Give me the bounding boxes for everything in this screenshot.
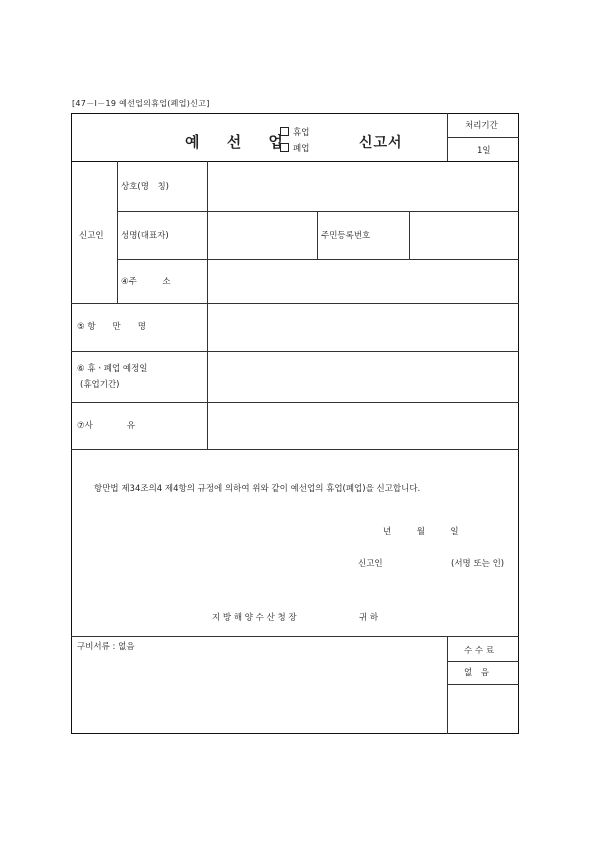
fee-line-1 — [447, 661, 519, 662]
trade-name-label: 상호(명 칭) — [121, 182, 169, 192]
form-title: 예 선 업 — [185, 133, 294, 151]
processing-divider — [447, 137, 519, 138]
processing-column-line — [447, 113, 448, 161]
documents-label: 구비서류 : 없음 — [77, 642, 135, 652]
resident-no-label: 주민등록번호 — [321, 231, 371, 241]
fee-column-line — [447, 636, 448, 734]
resident-label-left-line — [317, 211, 318, 259]
option-close-label: 폐업 — [293, 144, 310, 154]
address-field[interactable] — [208, 260, 518, 302]
reporter-section-label: 신고인 — [79, 231, 104, 241]
signature-note: (서명 또는 인) — [451, 559, 505, 569]
option-close[interactable] — [280, 142, 309, 154]
form-title-suffix: 신고서 — [359, 135, 403, 151]
recipient: 지 방 해 양 수 산 청 장 — [212, 613, 297, 623]
recipient-suffix: 귀 하 — [359, 613, 379, 623]
checkbox-icon — [280, 143, 289, 152]
fee-label: 수 수 료 — [464, 646, 495, 656]
name-label: 성명(대표자) — [121, 231, 169, 241]
address-label: ④주 소 — [121, 277, 171, 287]
reason-field[interactable] — [208, 403, 518, 448]
form-code: [47－Ⅰ－19 예선업의휴업(폐업)신고] — [72, 99, 210, 108]
trade-name-field[interactable] — [208, 162, 518, 210]
processing-value: 1일 — [477, 146, 491, 156]
applicant-label: 신고인 — [358, 559, 383, 569]
reporter-label-column-line — [117, 161, 118, 303]
planned-date-sub-label: (휴업기간) — [80, 380, 120, 390]
port-name-field[interactable] — [208, 304, 518, 350]
declaration-text: 항만법 제34조의4 제4항의 규정에 의하여 위와 같이 예선업의 휴업(폐업)을 신고합니다. — [94, 484, 421, 494]
checkbox-icon — [280, 127, 289, 136]
fee-line-2 — [447, 684, 519, 685]
date-line: 년 월 일 — [383, 527, 459, 537]
processing-label: 처리기간 — [465, 121, 498, 131]
row-line-6 — [71, 449, 519, 450]
reason-label: ⑦사 유 — [77, 421, 136, 431]
planned-date-label: ⑥ 휴ㆍ폐업 예정일 — [77, 364, 148, 374]
option-suspend[interactable] — [280, 126, 309, 138]
name-field[interactable] — [208, 212, 316, 258]
port-name-label: ⑤ 항 만 명 — [77, 322, 146, 332]
option-suspend-label: 휴업 — [293, 128, 310, 138]
planned-date-field[interactable] — [208, 352, 518, 401]
footer-top-line — [71, 636, 519, 637]
resident-no-field[interactable] — [410, 212, 518, 258]
fee-value: 없 음 — [464, 668, 489, 678]
